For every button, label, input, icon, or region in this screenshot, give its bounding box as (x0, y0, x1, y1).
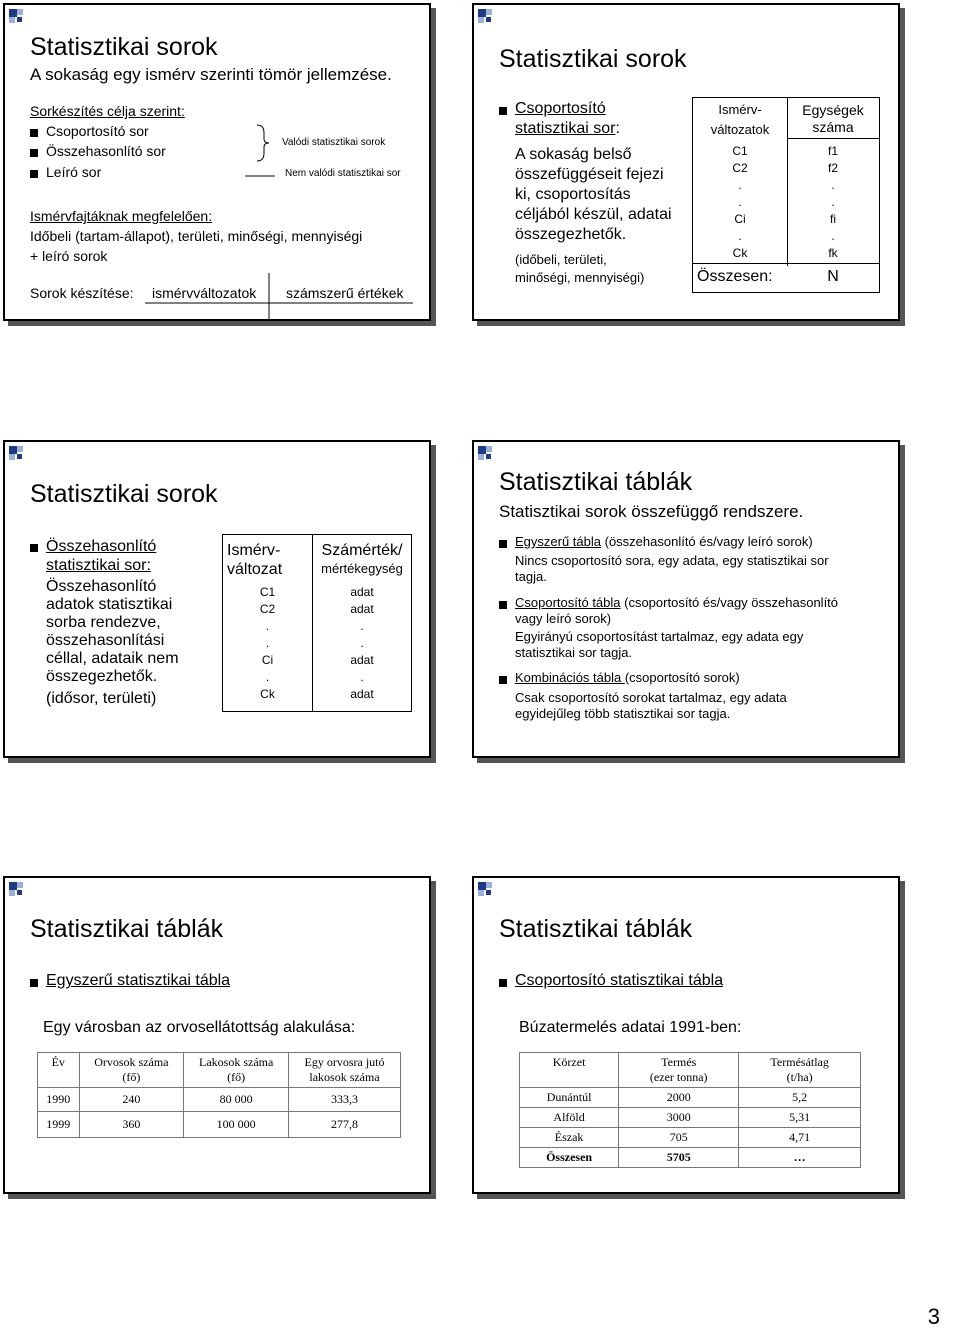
header-cell: Év (38, 1053, 80, 1088)
bullet-line: Egyszerű tábla (összehasonlító és/vagy leíró sorok) (515, 534, 813, 549)
list-item: Összehasonlító sor (46, 143, 166, 159)
table-cell: 333,3 (289, 1088, 401, 1112)
bullet-icon (499, 540, 507, 548)
schema-table (692, 97, 880, 293)
slide-2 (472, 3, 900, 321)
cell: . (265, 636, 270, 650)
bullet-icon (499, 676, 507, 684)
table-total-row (520, 1148, 861, 1168)
slide-decoration (5, 442, 45, 472)
bullet-icon (30, 149, 38, 157)
note-text: (időbeli, területi, (515, 252, 607, 267)
table-header-row (38, 1053, 401, 1088)
making-label: Sorok készítése: (30, 285, 134, 301)
slide-subtitle: A sokaság egy ismérv szerinti tömör jellemzése. (30, 65, 392, 84)
list-item: Csoportosító sor (46, 123, 149, 139)
bullet-heading: Egyszerű statisztikai tábla (46, 972, 231, 989)
table-cell: Dunántúl (520, 1088, 619, 1108)
bullet-icon (30, 544, 38, 552)
cell: fi (830, 212, 836, 226)
brace-label: Nem valódi statisztikai sor (285, 168, 401, 179)
slide-decoration (474, 878, 514, 908)
header-cell: Egy orvosra jutó lakosok száma (289, 1053, 401, 1088)
table-cell: 80 000 (184, 1088, 289, 1112)
cell: . (738, 229, 742, 243)
col-header: változatok (710, 122, 770, 137)
table-cell: 240 (79, 1088, 184, 1112)
slide-3 (3, 440, 431, 758)
table-cell: Összesen (520, 1148, 619, 1168)
body-text: + leíró sorok (30, 248, 108, 264)
cell: fk (828, 246, 838, 260)
cell: . (360, 619, 364, 633)
body-text: tagja. (515, 569, 547, 584)
cell: . (831, 178, 835, 192)
body-text: statisztikai sor tagja. (515, 645, 633, 660)
slide-title: Statisztikai sorok (499, 45, 687, 73)
slide-6 (472, 876, 900, 1194)
col-header: változat (227, 561, 283, 578)
slide-title: Statisztikai sorok (30, 480, 218, 508)
cell: . (360, 636, 364, 650)
table-cell: 705 (619, 1128, 739, 1148)
bullet-icon (30, 170, 38, 178)
table-cell: 277,8 (289, 1112, 401, 1138)
col-header: száma (812, 119, 854, 135)
slide-subtitle: Statisztikai sorok összefüggő rendszere. (499, 502, 804, 521)
cell: . (360, 670, 364, 684)
cell: Ck (260, 687, 275, 701)
col-header: mértékegység (321, 561, 403, 576)
making-col1: ismérvváltozatok (152, 285, 257, 301)
table-row (520, 1128, 861, 1148)
body-text: összegezhetők. (46, 668, 158, 685)
brace-label: Valódi statisztikai sorok (282, 137, 386, 148)
total-label: Összesen: (697, 268, 773, 285)
cell: . (738, 195, 742, 209)
table-cell: … (739, 1148, 861, 1168)
bullet-icon (499, 601, 507, 609)
bullet-heading: Összehasonlító (46, 538, 157, 555)
header-cell: Termés (ezer tonna) (619, 1053, 739, 1088)
table-cell: Alföld (520, 1108, 619, 1128)
slide-decoration (5, 878, 45, 908)
body-text: összefüggéseit fejezi (515, 166, 664, 183)
header-cell: Orvosok száma (fő) (79, 1053, 184, 1088)
cell: adat (350, 687, 374, 701)
table-header-row (520, 1053, 861, 1088)
body-text: Csak csoportosító sorokat tartalmaz, egy adata (515, 690, 787, 705)
body-text: egyidejűleg több statisztikai sor tagja. (515, 706, 731, 721)
total-value: N (827, 268, 839, 285)
bullet-line: Kombinációs tábla (csoportosító sorok) (515, 670, 740, 685)
cell: . (265, 619, 270, 633)
list-item: Leíró sor (46, 164, 102, 180)
bullet-icon (499, 107, 507, 115)
header-cell: Lakosok száma (fő) (184, 1053, 289, 1088)
slide-decoration (474, 5, 514, 35)
cell: . (738, 178, 742, 192)
slide-4 (472, 440, 900, 758)
brace-icon (255, 123, 271, 163)
table-cell: 2000 (619, 1088, 739, 1108)
connector-line (245, 175, 275, 177)
data-table (37, 1052, 401, 1138)
slide-decoration (5, 5, 45, 35)
cell: Ci (734, 212, 746, 226)
table-caption: Egy városban az orvosellátottság alakulása: (43, 1019, 356, 1036)
cell: . (831, 195, 835, 209)
col-header: Ismérv- (718, 102, 762, 117)
bullet-icon (499, 979, 507, 987)
bullet-heading: Csoportosító (515, 100, 606, 117)
data-table (519, 1052, 861, 1168)
cell: Ck (732, 246, 748, 260)
slide-1 (3, 3, 431, 321)
t-chart-lines (145, 273, 415, 319)
table-row (38, 1088, 401, 1112)
table-cell: 1999 (38, 1112, 80, 1138)
body-text: Összehasonlító (46, 578, 157, 595)
table-cell: 5705 (619, 1148, 739, 1168)
col-header: Ismérv- (227, 542, 281, 559)
bullet-line: vagy leíró sorok) (515, 611, 612, 626)
slide-title: Statisztikai táblák (499, 915, 693, 943)
table-cell: 360 (79, 1112, 184, 1138)
body-text: céllal, adataik nem (46, 650, 179, 667)
section-heading: Ismérvfajtáknak megfelelően: (30, 208, 213, 224)
cell: adat (350, 653, 374, 667)
body-text: Időbeli (tartam-állapot), területi, minőségi, mennyiségi (30, 228, 363, 244)
page-number: 3 (927, 1304, 940, 1329)
note-text: (idősor, területi) (46, 690, 157, 707)
table-row (520, 1108, 861, 1128)
cell: C2 (259, 602, 276, 616)
body-text: Nincs csoportosító sora, egy adata, egy statisztikai sor (515, 553, 829, 568)
table-cell: 5,31 (739, 1108, 861, 1128)
body-text: összegezhetők. (515, 226, 627, 243)
table-row (520, 1088, 861, 1108)
cell: C2 (732, 161, 748, 175)
body-text: céljából készül, adatai (515, 206, 672, 223)
body-text: adatok statisztikai (46, 596, 173, 613)
header-cell: Termésátlag (t/ha) (739, 1053, 861, 1088)
cell: . (831, 229, 835, 243)
section-heading: Sorkészítés célja szerint: (30, 103, 185, 119)
cell: Ci (261, 653, 274, 667)
cell: adat (350, 602, 374, 616)
schema-table (222, 534, 412, 712)
bullet-heading: statisztikai sor: (515, 120, 620, 137)
slide-title: Statisztikai táblák (30, 915, 224, 943)
bullet-line: Csoportosító tábla (csoportosító és/vagy összehasonlító (515, 595, 839, 610)
bullet-icon (30, 129, 38, 137)
cell: adat (350, 585, 374, 599)
table-cell: 3000 (619, 1108, 739, 1128)
slide-title: Statisztikai táblák (499, 468, 693, 496)
making-col2: számszerű értékek (286, 285, 404, 301)
body-text: ki, csoportosítás (515, 186, 631, 203)
slide-5 (3, 876, 431, 1194)
body-text: A sokaság belső (515, 146, 632, 163)
bullet-heading: statisztikai sor: (46, 557, 151, 574)
body-text: sorba rendezve, (46, 614, 161, 631)
body-text: Egyirányú csoportosítást tartalmaz, egy adata egy (515, 629, 804, 644)
cell: f2 (827, 161, 838, 175)
col-header: Számérték/ (321, 542, 403, 559)
table-cell: 5,2 (739, 1088, 861, 1108)
col-header: Egységek (802, 102, 864, 118)
cell: C1 (732, 144, 748, 158)
table-row (38, 1112, 401, 1138)
table-cell: 100 000 (184, 1112, 289, 1138)
table-cell: 1990 (38, 1088, 80, 1112)
body-text: összehasonlítási (46, 632, 165, 649)
note-text: minőségi, mennyiségi) (515, 270, 645, 285)
table-cell: Észak (520, 1128, 619, 1148)
table-cell: 4,71 (739, 1128, 861, 1148)
table-caption: Búzatermelés adatai 1991-ben: (519, 1019, 742, 1036)
cell: . (265, 670, 270, 684)
slide-title: Statisztikai sorok (30, 33, 218, 61)
bullet-icon (30, 979, 38, 987)
bullet-heading: Csoportosító statisztikai tábla (515, 972, 724, 989)
cell: C1 (259, 585, 276, 599)
cell: f1 (827, 144, 838, 158)
header-cell: Körzet (520, 1053, 619, 1088)
